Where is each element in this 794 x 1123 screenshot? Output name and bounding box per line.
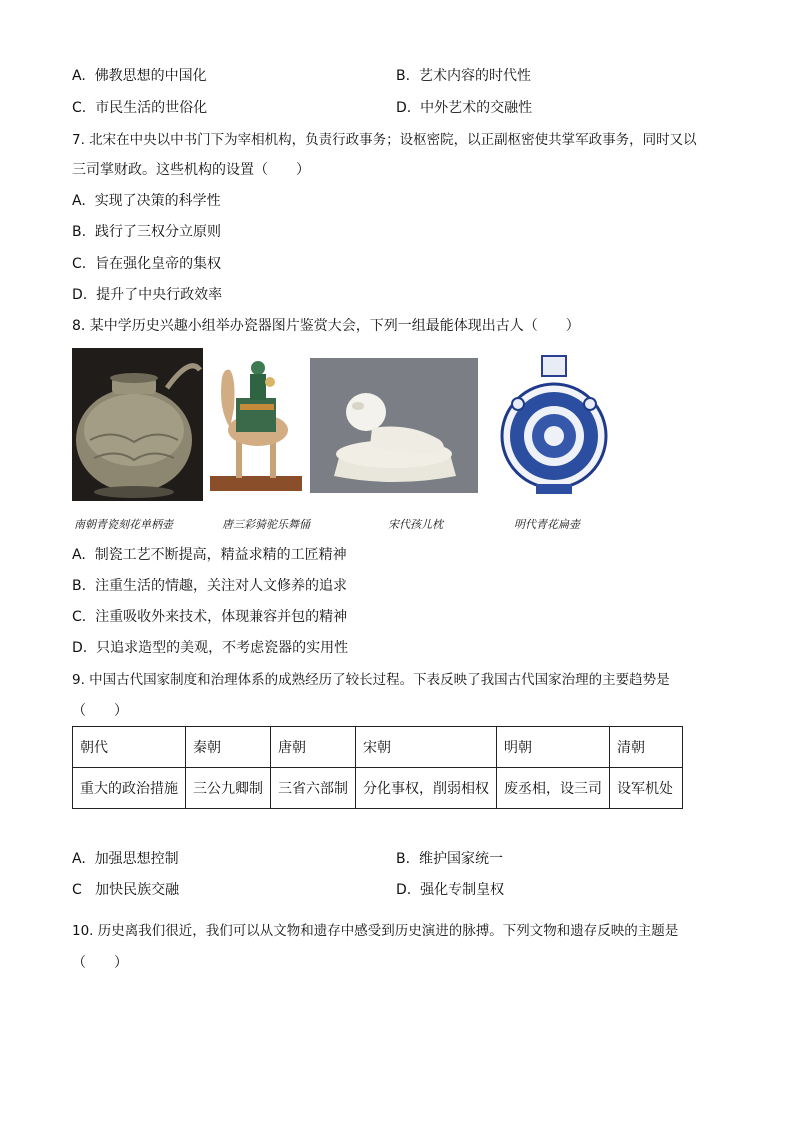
q6-option-c: C. 市民生活的世俗化 [72,100,208,116]
q9-option-d: D. 强化专制皇权 [396,882,505,898]
q7-option-a: A. 实现了决策的科学性 [72,193,221,209]
tricolor-camel-image [208,348,304,493]
q9-stem-line2: （ ） [72,703,128,719]
child-pillow-image [310,358,478,493]
table-cell: 唐朝 [271,727,356,768]
q8-option-a: A. 制瓷工艺不断提高，精益求精的工匠精神 [72,547,347,563]
blue-white-flask-image [498,352,610,500]
table-row [73,768,683,809]
table-cell: 明朝 [497,727,610,768]
q9-option-c: C 加快民族交融 [72,882,180,898]
q6-option-b-text: 艺术内容的时代性 [418,68,531,84]
dynasty-measures-table [72,726,683,809]
caption-tricolor-camel: 唐三彩骑驼乐舞俑 [222,518,310,531]
table-cell: 三公九卿制 [186,768,271,809]
table-cell: 宋朝 [356,727,497,768]
q7-option-b: B. 践行了三权分立原则 [72,224,221,240]
q9-option-b: B. 维护国家统一 [396,851,503,867]
q7-stem-line2: 三司掌财政。这些机构的设置（ ） [72,162,310,178]
q7-option-d: D. 提升了中央行政效率 [72,287,223,303]
table-cell: 设军机处 [610,768,683,809]
table-cell: 废丞相，设三司 [497,768,610,809]
q6-option-a-text: 佛教思想的中国化 [94,68,207,84]
q7-stem-line1: 7. 北宋在中央以中书门下为宰相机构，负责行政事务；设枢密院，以正副枢密使共掌军政事务，同时又以 [72,132,697,148]
table-cell: 重大的政治措施 [73,768,186,809]
table-cell: 分化事权，削弱相权 [356,768,497,809]
q8-option-d: D. 只追求造型的美观，不考虑瓷器的实用性 [72,640,349,656]
table-row [73,727,683,768]
q10-stem-line2: （ ） [72,955,128,971]
q8-option-c: C. 注重吸收外来技术，体现兼容并包的精神 [72,609,348,625]
q8-stem: 8. 某中学历史兴趣小组举办瓷器图片鉴赏大会，下列一组最能体现出古人（ ） [72,318,580,334]
q6-option-b: B. 艺术内容的时代性 [396,68,531,84]
celadon-ewer-image [72,348,203,501]
q8-option-b: B. 注重生活的情趣，关注对人文修养的追求 [72,578,347,594]
q9-stem-line1: 9. 中国古代国家制度和治理体系的成熟经历了较长过程。下表反映了我国古代国家治理的主要趋势是 [72,672,670,688]
caption-celadon-ewer: 南朝青瓷刻花单柄壶 [74,518,173,531]
table-cell: 秦朝 [186,727,271,768]
table-cell: 三省六部制 [271,768,356,809]
table-cell: 朝代 [73,727,186,768]
table-cell: 清朝 [610,727,683,768]
q6-option-a: A. 佛教思想的中国化 [72,68,207,84]
q6-option-d-text: 中外艺术的交融性 [420,100,533,116]
caption-child-pillow: 宋代孩儿枕 [388,518,443,531]
q6-option-c-text: 市民生活的世俗化 [95,100,208,116]
q9-option-a: A. 加强思想控制 [72,851,179,867]
q10-stem-line1: 10. 历史离我们很近，我们可以从文物和遗存中感受到历史演进的脉搏。下列文物和遗存反映的主题是 [72,923,679,939]
q7-option-c: C. 旨在强化皇帝的集权 [72,256,222,272]
q6-option-d: D. 中外艺术的交融性 [396,100,533,116]
caption-blue-white-flask: 明代青花扁壶 [514,518,580,531]
